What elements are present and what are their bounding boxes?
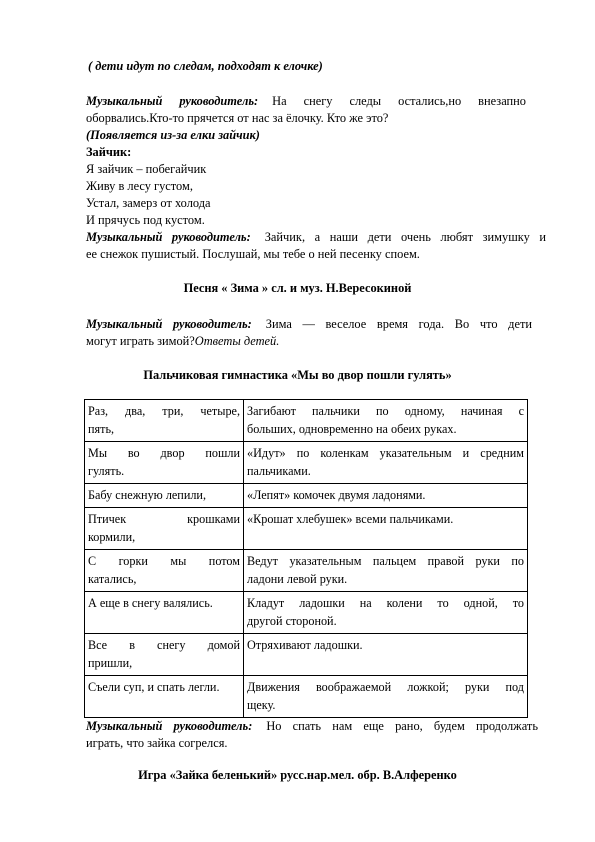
table-row [85, 442, 528, 484]
stage-direction-bunny-appears: (Появляется из-за елки зайчик) [86, 128, 260, 142]
table-row [85, 508, 528, 550]
stage-direction-children-follow-tracks: ( дети идут по следам, подходят к елочке) [88, 59, 323, 73]
action-cell: Ведут указательным пальцем правой руки по ладони левой руки. [244, 550, 528, 592]
words-cell: Раз, два, три, четыре, пять, [85, 400, 244, 442]
game-title: Игра «Зайка беленький» русс.нар.мел. обр. В.Алференко [138, 768, 457, 782]
action-cell: «Крошат хлебушек» всеми пальчиками. [244, 508, 528, 550]
gymnastics-title: Пальчиковая гимнастика «Мы во двор пошли гулять» [143, 368, 452, 382]
action-cell: Загибают пальчики по одному, начиная с больших, одновременно на обеих руках. [244, 400, 528, 442]
speaker-label: Музыкальный руководитель: [86, 230, 251, 244]
table-row [85, 676, 528, 718]
table-row [85, 484, 528, 508]
words-cell: А еще в снегу валялись. [85, 592, 244, 634]
speaker-label: Музыкальный руководитель: [86, 317, 252, 331]
paragraph-2-line-1 [86, 229, 546, 246]
paragraph-3-line-2 [86, 333, 279, 350]
table-row [85, 400, 528, 442]
table-row [85, 634, 528, 676]
speaker-label: Музыкальный руководитель: [86, 719, 253, 733]
paragraph-2-line-2: ее снежок пушистый. Послушай, мы тебе о ней песенку споем. [86, 247, 420, 261]
paragraph-3-text-2: могут играть зимой? [86, 334, 195, 348]
speaker-label: Музыкальный руководитель: [86, 94, 259, 108]
words-cell: Мы во двор пошли гулять. [85, 442, 244, 484]
poem-line-1: Я зайчик – побегайчик [86, 162, 207, 176]
paragraph-4-text-1: Но спать нам еще рано, будем продолжать [266, 719, 538, 733]
paragraph-3-line-1 [86, 316, 532, 333]
finger-gymnastics-table [84, 399, 528, 718]
paragraph-3-text-1: Зима — веселое время года. Во что дети [265, 317, 532, 331]
words-cell: Птичек крошками кормили, [85, 508, 244, 550]
paragraph-2-text-1: Зайчик, а наши дети очень любят зимушку и [264, 230, 546, 244]
words-cell: Съели суп, и спать легли. [85, 676, 244, 718]
paragraph-1-line-1 [86, 93, 526, 110]
paragraph-1-text-1: На снегу следы остались,но внезапно [272, 94, 526, 108]
action-cell: Отряхивают ладошки. [244, 634, 528, 676]
table-row [85, 550, 528, 592]
bunny-speaker-label: Зайчик: [86, 145, 132, 159]
poem-line-3: Устал, замерз от холода [86, 196, 211, 210]
children-answers: Ответы детей. [194, 334, 280, 348]
action-cell: «Лепят» комочек двумя ладонями. [244, 484, 528, 508]
song-title: Песня « Зима » сл. и муз. Н.Вересокиной [183, 281, 412, 295]
action-cell: Движения воображаемой ложкой; руки под щеку. [244, 676, 528, 718]
words-cell: Бабу снежную лепили, [85, 484, 244, 508]
words-cell: Все в снегу домой пришли, [85, 634, 244, 676]
words-cell: С горки мы потом катались, [85, 550, 244, 592]
poem-line-2: Живу в лесу густом, [86, 179, 193, 193]
paragraph-4-line-1 [86, 718, 538, 735]
paragraph-4-line-2: играть, что зайка согрелся. [86, 736, 228, 750]
action-cell: «Идут» по коленкам указательным и средним пальчиками. [244, 442, 528, 484]
table-row [85, 592, 528, 634]
poem-line-4: И прячусь под кустом. [86, 213, 205, 227]
paragraph-1-line-2: оборвались.Кто-то прячется от нас за ёлочку. Кто же это? [86, 111, 389, 125]
action-cell: Кладут ладошки на колени то одной, то другой стороной. [244, 592, 528, 634]
